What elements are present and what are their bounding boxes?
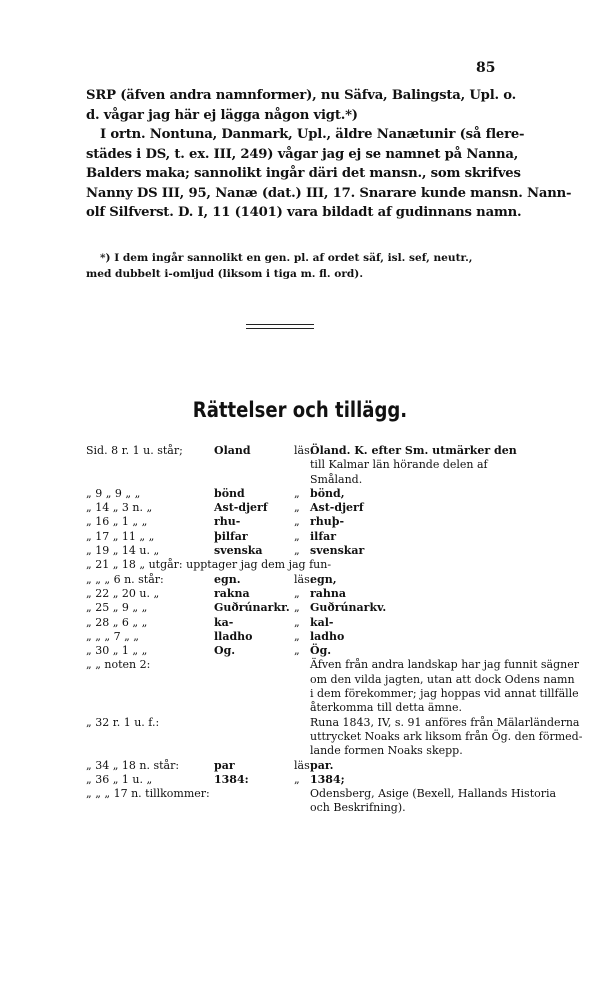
errata-correction: Öland. K. efter Sm. utmärker den bbox=[310, 444, 517, 457]
errata-correction: rahna bbox=[310, 586, 347, 600]
errata-read-label: „ bbox=[294, 529, 300, 543]
errata-row bbox=[86, 544, 526, 558]
text-line: SRP (äfven andra namnformer), nu Säfva, Balingsta, Upl. o. bbox=[86, 88, 517, 103]
errata-row bbox=[86, 487, 526, 501]
errata-row bbox=[86, 444, 526, 458]
errata-note: Runa 1843, IV, s. 91 anföres från Mälarländerna bbox=[310, 715, 580, 729]
errata-reference: „ 30 „ 1 „ „ bbox=[86, 644, 148, 658]
errata-row bbox=[86, 744, 526, 758]
errata-reference: „ 22 „ 20 u. „ bbox=[86, 586, 160, 600]
errata-correction: Ast-djerf bbox=[310, 501, 364, 515]
errata-correction: par. bbox=[310, 758, 334, 772]
errata-misprint: rakna bbox=[214, 586, 250, 600]
errata-read-label: „ bbox=[294, 486, 300, 500]
errata-row bbox=[86, 458, 526, 472]
errata-read-label: „ bbox=[294, 501, 300, 515]
errata-reference: „ 25 „ 9 „ „ bbox=[86, 601, 148, 615]
errata-read-label: „ bbox=[294, 629, 300, 643]
errata-read-label: „ bbox=[294, 601, 300, 615]
errata-note: Odensberg, Asige (Bexell, Hallands Historia bbox=[310, 787, 557, 801]
text-line: Balders maka; sannolikt ingår däri det mansn., som skrifves bbox=[86, 166, 521, 181]
errata-row bbox=[86, 630, 526, 644]
text-line: d. vågar jag här ej lägga någon vigt.*) bbox=[86, 107, 358, 123]
divider-rule bbox=[246, 328, 314, 329]
errata-row bbox=[86, 573, 526, 587]
errata-misprint: bönd bbox=[214, 486, 245, 500]
errata-reference: Sid. 8 r. 1 u. står; bbox=[86, 444, 183, 457]
errata-misprint: Oland bbox=[214, 444, 251, 457]
errata-read-label: „ bbox=[294, 772, 300, 786]
errata-note: till Kalmar län hörande delen af bbox=[310, 458, 488, 472]
errata-row bbox=[86, 773, 526, 787]
errata-correction: ilfar bbox=[310, 529, 337, 543]
errata-correction: egn, bbox=[310, 572, 337, 586]
errata-correction: rhuþ- bbox=[310, 515, 345, 529]
errata-reference: „ 17 „ 11 „ „ bbox=[86, 529, 155, 543]
errata-row bbox=[86, 729, 583, 744]
errata-note: Småland. bbox=[310, 472, 363, 486]
errata-reference: „ „ „ 7 „ „ bbox=[86, 629, 139, 643]
errata-read-label: läs: bbox=[294, 572, 314, 586]
errata-reference: „ 36 „ 1 u. „ bbox=[86, 772, 153, 786]
errata-read-label: „ bbox=[294, 586, 300, 600]
errata-misprint: Ast-djerf bbox=[214, 501, 268, 515]
errata-reference: „ „ „ 17 n. tillkommer: bbox=[86, 787, 210, 801]
errata-correction: Ög. bbox=[310, 644, 332, 658]
errata-row bbox=[86, 715, 580, 730]
errata-note: återkomma till detta ämne. bbox=[310, 701, 462, 715]
text-line: Nanny DS III, 95, Nanæ (dat.) III, 17. Snarare kunde mansn. Nann- bbox=[86, 185, 572, 201]
errata-row bbox=[86, 672, 575, 687]
errata-row bbox=[86, 687, 579, 701]
errata-correction: kal- bbox=[310, 615, 334, 629]
errata-reference: „ „ noten 2: bbox=[86, 658, 151, 672]
errata-read-label: „ bbox=[294, 644, 300, 658]
errata-reference: „ 19 „ 14 u. „ bbox=[86, 544, 160, 558]
errata-note: Äfven från andra landskap har jag funnit sägner bbox=[310, 658, 579, 672]
divider-rule bbox=[246, 324, 314, 325]
footnote bbox=[86, 250, 512, 282]
errata-row bbox=[86, 658, 579, 672]
errata-read-label: läs: bbox=[294, 444, 314, 457]
errata-misprint: par bbox=[214, 758, 235, 772]
errata-row bbox=[86, 473, 526, 487]
errata-note: och Beskrifning). bbox=[310, 801, 406, 815]
errata-misprint: svenska bbox=[214, 544, 263, 558]
errata-row bbox=[86, 587, 526, 601]
footnote-line: *) I dem ingår sannolikt en gen. pl. af ordet säf, isl. sef, neutr., bbox=[100, 252, 473, 264]
errata-read-label: läs: bbox=[294, 758, 314, 772]
text-line: städes i DS, t. ex. III, 249) vågar jag ej se namnet på Nanna, bbox=[86, 146, 519, 162]
errata-correction: svenskar bbox=[310, 544, 365, 558]
errata-correction: 1384; bbox=[310, 772, 345, 786]
errata-row bbox=[86, 801, 526, 815]
errata-row bbox=[86, 601, 526, 615]
errata-row bbox=[86, 515, 526, 529]
errata-note: uttrycket Noaks ark liksom från Ög. den förmed- bbox=[310, 729, 583, 743]
footnote-line: med dubbelt i-omljud (liksom i tiga m. fl. ord). bbox=[86, 268, 364, 280]
errata-row bbox=[86, 558, 526, 572]
errata-misprint: Guðrúnarkr. bbox=[214, 601, 290, 615]
errata-row bbox=[86, 501, 526, 515]
section-heading: Rättelser och tillägg. bbox=[192, 398, 408, 422]
errata-note: om den vilda jagten, utan att dock Odens namn bbox=[310, 672, 575, 686]
errata-list bbox=[86, 444, 583, 816]
errata-correction: bönd, bbox=[310, 486, 345, 500]
errata-reference: „ „ „ 6 n. står: bbox=[86, 572, 164, 586]
errata-reference: „ 21 „ 18 „ utgår: upptager jag dem jag fun- bbox=[86, 558, 332, 572]
errata-misprint: Og. bbox=[214, 644, 236, 658]
errata-note: lande formen Noaks skepp. bbox=[310, 744, 463, 758]
errata-row bbox=[86, 530, 526, 544]
errata-read-label: „ bbox=[294, 615, 300, 629]
errata-misprint: ka- bbox=[214, 615, 234, 629]
text-line: olf Silfverst. D. I, 11 (1401) vara bildadt af gudinnans namn. bbox=[86, 205, 522, 220]
errata-reference: „ 16 „ 1 „ „ bbox=[86, 515, 148, 529]
errata-reference: „ 32 r. 1 u. f.: bbox=[86, 715, 160, 729]
errata-row bbox=[86, 701, 526, 715]
errata-row bbox=[86, 787, 557, 801]
errata-read-label: „ bbox=[294, 515, 300, 529]
errata-row bbox=[86, 644, 526, 658]
errata-misprint: 1384: bbox=[214, 772, 249, 786]
page-number: 85 bbox=[476, 60, 496, 76]
errata-reference: „ 28 „ 6 „ „ bbox=[86, 615, 148, 629]
main-paragraph bbox=[86, 86, 572, 223]
errata-correction: ladho bbox=[310, 629, 345, 643]
errata-misprint: egn. bbox=[214, 572, 241, 586]
errata-reference: „ 14 „ 3 n. „ bbox=[86, 501, 153, 515]
errata-misprint: rhu- bbox=[214, 515, 241, 529]
errata-reference: „ 9 „ 9 „ „ bbox=[86, 486, 141, 500]
errata-reference: „ 34 „ 18 n. står: bbox=[86, 758, 180, 772]
errata-note: i dem förekommer; jag hoppas vid annat tillfälle bbox=[310, 687, 579, 701]
errata-correction: Guðrúnarkv. bbox=[310, 601, 387, 615]
text-line: I ortn. Nontuna, Danmark, Upl., äldre Nanætunir (så flere- bbox=[100, 127, 525, 142]
errata-misprint: þilfar bbox=[214, 529, 248, 543]
errata-read-label: „ bbox=[294, 544, 300, 558]
errata-row bbox=[86, 616, 526, 630]
errata-row bbox=[86, 759, 526, 773]
errata-misprint: lladho bbox=[214, 629, 253, 643]
